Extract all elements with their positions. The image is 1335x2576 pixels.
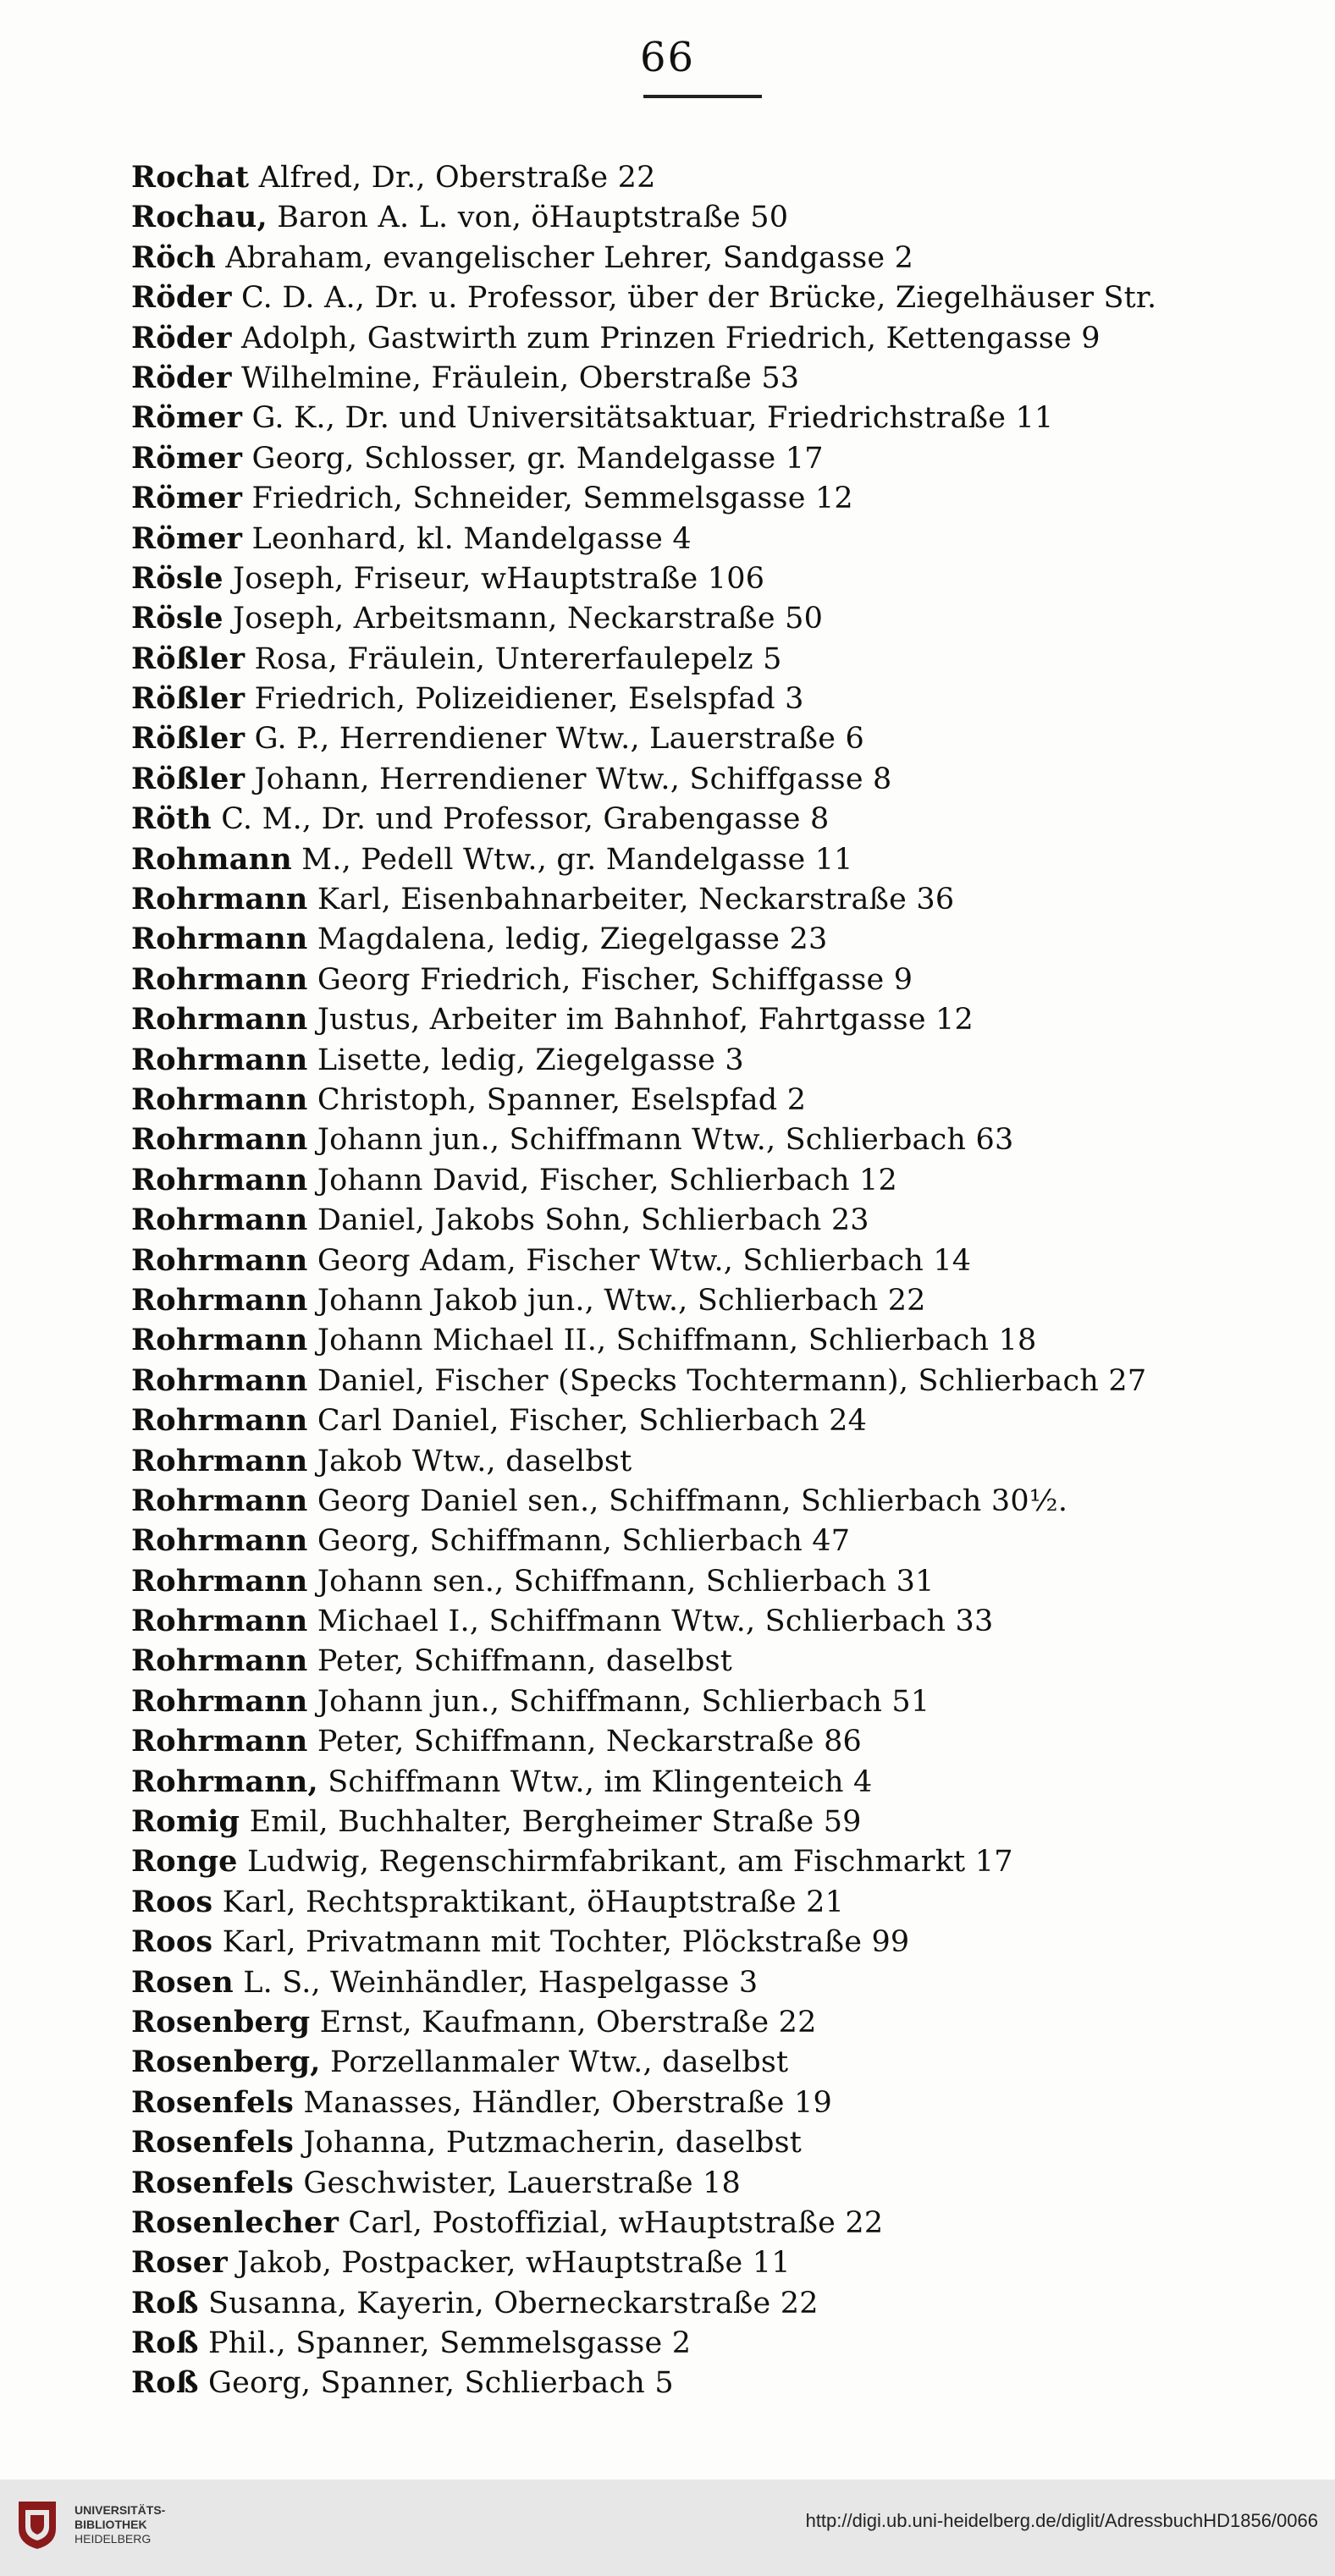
entry-surname: Rosenberg xyxy=(131,2004,311,2039)
directory-entry xyxy=(131,1641,1316,1681)
directory-entry xyxy=(131,2243,1316,2282)
entry-details: Johann jun., Schiffmann, Schlierbach 51 xyxy=(317,1684,930,1719)
entry-details: C. M., Dr. und Professor, Grabengasse 8 xyxy=(221,802,830,837)
directory-entry xyxy=(131,1841,1316,1881)
entry-surname: Rosenfels xyxy=(131,2125,294,2160)
entry-details: Peter, Schiffmann, daselbst xyxy=(317,1644,733,1679)
entry-surname: Rohrmann xyxy=(131,1242,308,1278)
directory-entry xyxy=(131,1080,1316,1120)
directory-entry xyxy=(131,1682,1316,1721)
directory-entry xyxy=(131,1200,1316,1240)
directory-entry xyxy=(131,598,1316,638)
library-line: HEIDELBERG xyxy=(74,2532,152,2546)
library-name xyxy=(74,2503,165,2546)
entry-details: Karl, Eisenbahnarbeiter, Neckarstraße 36 xyxy=(317,883,955,917)
entry-details: Daniel, Fischer (Specks Tochtermann), Schlierbach 27 xyxy=(317,1363,1147,1398)
entry-details: Karl, Privatmann mit Tochter, Plöckstraße 99 xyxy=(222,1925,910,1960)
entry-surname: Röder xyxy=(131,320,232,355)
entry-surname: Rösle xyxy=(131,560,223,596)
directory-entry xyxy=(131,1762,1316,1802)
directory-entry xyxy=(131,639,1316,679)
directory-entry xyxy=(131,879,1316,919)
entry-surname: Rohrmann xyxy=(131,1724,308,1759)
entry-details: M., Pedell Wtw., gr. Mandelgasse 11 xyxy=(301,842,853,877)
entry-surname: Römer xyxy=(131,481,243,516)
entry-details: Carl, Postoffizial, wHauptstraße 22 xyxy=(348,2205,884,2240)
entry-details: Peter, Schiffmann, Neckarstraße 86 xyxy=(317,1725,862,1759)
entry-surname: Rosenlecher xyxy=(131,2204,339,2240)
directory-entry xyxy=(131,839,1316,879)
directory-entry xyxy=(131,438,1316,478)
entry-details: Karl, Rechtspraktikant, öHauptstraße 21 xyxy=(222,1885,845,1919)
directory-entry xyxy=(131,1561,1316,1601)
directory-entry xyxy=(131,358,1316,398)
library-line: BIBLIOTHEK xyxy=(74,2518,147,2531)
entry-surname: Rösle xyxy=(131,601,223,636)
entry-details: Joseph, Arbeitsmann, Neckarstraße 50 xyxy=(233,602,824,636)
entry-surname: Roß xyxy=(131,2326,199,2361)
directory-entry xyxy=(131,278,1316,317)
entry-details: Manasses, Händler, Oberstraße 19 xyxy=(303,2085,832,2120)
directory-entry xyxy=(131,2283,1316,2323)
entry-surname: Röch xyxy=(131,239,216,275)
entry-details: Jakob, Postpacker, wHauptstraße 11 xyxy=(237,2246,791,2281)
entry-surname: Rohrmann xyxy=(131,1443,308,1478)
directory-entry xyxy=(131,1280,1316,1320)
entry-details: Joseph, Friseur, wHauptstraße 106 xyxy=(233,561,765,596)
entry-details: Georg Friedrich, Fischer, Schiffgasse 9 xyxy=(317,962,913,997)
entry-details: G. K., Dr. und Universitätsaktuar, Friedrichstraße 11 xyxy=(251,401,1054,436)
entry-surname: Rohrmann xyxy=(131,1523,308,1559)
entry-surname: Römer xyxy=(131,520,243,556)
entry-surname: Röth xyxy=(131,801,212,837)
entry-details: Justus, Arbeiter im Bahnhof, Fahrtgasse 12 xyxy=(317,1003,974,1038)
entry-details: Schiffmann Wtw., im Klingenteich 4 xyxy=(328,1764,873,1799)
entry-details: Christoph, Spanner, Eselspfad 2 xyxy=(317,1082,807,1117)
entry-surname: Rosenfels xyxy=(131,2084,294,2120)
entry-surname: Römer xyxy=(131,440,243,476)
entry-details: Abraham, evangelischer Lehrer, Sandgasse 2 xyxy=(225,240,914,275)
directory-entry xyxy=(131,1601,1316,1641)
directory-entry xyxy=(131,1441,1316,1481)
entry-surname: Rohrmann xyxy=(131,1323,308,1358)
entry-surname: Rößler xyxy=(131,721,245,757)
directory-entry xyxy=(131,2203,1316,2243)
entry-details: Georg, Schlosser, gr. Mandelgasse 17 xyxy=(251,441,824,476)
entry-details: Magdalena, ledig, Ziegelgasse 23 xyxy=(317,922,828,957)
directory-entry xyxy=(131,999,1316,1039)
entry-details: Susanna, Kayerin, Oberneckarstraße 22 xyxy=(207,2286,819,2320)
directory-entry xyxy=(131,559,1316,598)
entry-surname: Rohrmann xyxy=(131,1122,308,1158)
directory-entry xyxy=(131,1401,1316,1440)
entry-surname: Rößler xyxy=(131,681,245,717)
entry-details: C. D. A., Dr. u. Professor, über der Brücke, Ziegelhäuser Str. xyxy=(240,281,1157,316)
entry-details: Johann, Herrendiener Wtw., Schiffgasse 8 xyxy=(254,762,892,796)
entry-details: L. S., Weinhändler, Haspelgasse 3 xyxy=(243,1965,759,2000)
source-url-link[interactable]: http://digi.ub.uni-heidelberg.de/diglit/AdressbuchHD1856/0066 xyxy=(805,2510,1318,2531)
directory-entry xyxy=(131,1721,1316,1761)
entry-details: Baron A. L. von, öHauptstraße 50 xyxy=(277,201,789,235)
entry-details: Phil., Spanner, Semmelsgasse 2 xyxy=(207,2326,692,2361)
entry-details: Ludwig, Regenschirmfabrikant, am Fischmarkt 17 xyxy=(246,1845,1013,1880)
entry-surname: Römer xyxy=(131,400,243,436)
entry-surname: Roß xyxy=(131,2285,199,2320)
directory-entry xyxy=(131,318,1316,358)
directory-entry xyxy=(131,1040,1316,1080)
entry-details: Lisette, ledig, Ziegelgasse 3 xyxy=(317,1043,744,1077)
directory-entry xyxy=(131,519,1316,559)
entry-surname: Röder xyxy=(131,360,232,395)
directory-entry xyxy=(131,197,1316,237)
entry-details: Daniel, Jakobs Sohn, Schlierbach 23 xyxy=(317,1203,869,1238)
entry-details: Johann Michael II., Schiffmann, Schlierbach 18 xyxy=(317,1324,1037,1358)
directory-entry xyxy=(131,718,1316,758)
directory-entry xyxy=(131,960,1316,999)
directory-entry xyxy=(131,2323,1316,2363)
directory-entry xyxy=(131,919,1316,959)
entry-details: Johann jun., Schiffmann Wtw., Schlierbach 63 xyxy=(317,1123,1014,1158)
entry-surname: Rohrmann xyxy=(131,961,308,997)
entry-details: Michael I., Schiffmann Wtw., Schlierbach 33 xyxy=(317,1604,994,1639)
entry-details: Carl Daniel, Fischer, Schlierbach 24 xyxy=(317,1404,868,1439)
entry-details: Wilhelmine, Fräulein, Oberstraße 53 xyxy=(240,361,800,395)
directory-entry xyxy=(131,759,1316,799)
footer-bar xyxy=(0,2480,1335,2576)
entry-surname: Rohrmann xyxy=(131,1563,308,1599)
entry-surname: Ronge xyxy=(131,1844,238,1880)
directory-entry xyxy=(131,238,1316,278)
entry-details: Friedrich, Schneider, Semmelsgasse 12 xyxy=(251,482,853,516)
entry-surname: Rohrmann xyxy=(131,1683,308,1719)
entry-details: Georg, Schiffmann, Schlierbach 47 xyxy=(317,1524,851,1559)
entry-surname: Roos xyxy=(131,1884,213,1919)
entry-surname: Rochau, xyxy=(131,200,268,235)
entry-details: Jakob Wtw., daselbst xyxy=(317,1444,632,1478)
entry-surname: Rohrmann xyxy=(131,1002,308,1038)
directory-entry xyxy=(131,2122,1316,2162)
entry-surname: Rohrmann, xyxy=(131,1764,318,1799)
entry-surname: Rohrmann xyxy=(131,882,308,917)
page-number: 66 xyxy=(639,34,696,81)
directory-entry xyxy=(131,1320,1316,1360)
entry-surname: Rohrmann xyxy=(131,1403,308,1439)
entry-details: Rosa, Fräulein, Untererfaulepelz 5 xyxy=(254,641,782,676)
directory-entry xyxy=(131,1882,1316,1922)
entry-details: Georg Daniel sen., Schiffmann, Schlierbach 30½. xyxy=(317,1483,1068,1518)
entry-details: Emil, Buchhalter, Bergheimer Straße 59 xyxy=(249,1805,862,1840)
entry-surname: Roos xyxy=(131,1924,213,1960)
directory-entry xyxy=(131,2363,1316,2403)
entry-details: Georg, Spanner, Schlierbach 5 xyxy=(207,2366,674,2401)
directory-entry xyxy=(131,2163,1316,2203)
entry-surname: Rohrmann xyxy=(131,1643,308,1679)
directory-entry xyxy=(131,1160,1316,1200)
entry-details: Leonhard, kl. Mandelgasse 4 xyxy=(251,521,692,556)
entry-details: Alfred, Dr., Oberstraße 22 xyxy=(258,161,656,195)
directory-entry xyxy=(131,1120,1316,1159)
directory-entry xyxy=(131,2083,1316,2122)
entry-surname: Rohrmann xyxy=(131,1362,308,1398)
directory-entry xyxy=(131,679,1316,718)
entry-details: Johann sen., Schiffmann, Schlierbach 31 xyxy=(317,1564,935,1599)
directory-entry xyxy=(131,1241,1316,1280)
directory-entry xyxy=(131,1802,1316,1841)
entry-surname: Rohrmann xyxy=(131,1282,308,1318)
entry-details: Porzellanmaler Wtw., daselbst xyxy=(330,2045,789,2080)
directory-entry xyxy=(131,1962,1316,2002)
entry-surname: Roser xyxy=(131,2245,228,2281)
entry-surname: Rosenfels xyxy=(131,2165,294,2200)
entry-surname: Rosen xyxy=(131,1964,234,2000)
entry-surname: Röder xyxy=(131,280,232,316)
entry-surname: Rößler xyxy=(131,761,245,796)
directory-entries xyxy=(131,157,1316,2403)
header-rule xyxy=(643,95,762,98)
directory-entry xyxy=(131,1481,1316,1521)
directory-entry xyxy=(131,1521,1316,1560)
entry-details: Ernst, Kaufmann, Oberstraße 22 xyxy=(319,2005,817,2039)
directory-entry xyxy=(131,799,1316,839)
directory-entry xyxy=(131,478,1316,518)
entry-surname: Rochat xyxy=(131,160,250,195)
directory-entry xyxy=(131,1922,1316,1962)
entry-surname: Rohmann xyxy=(131,841,292,877)
entry-details: Friedrich, Polizeidiener, Eselspfad 3 xyxy=(254,682,804,717)
entry-surname: Rosenberg, xyxy=(131,2045,321,2080)
entry-surname: Rohrmann xyxy=(131,922,308,957)
entry-surname: Rohrmann xyxy=(131,1082,308,1117)
entry-details: G. P., Herrendiener Wtw., Lauerstraße 6 xyxy=(254,722,864,757)
entry-surname: Romig xyxy=(131,1804,240,1840)
directory-entry xyxy=(131,2042,1316,2082)
directory-entry xyxy=(131,398,1316,438)
entry-surname: Rohrmann xyxy=(131,1042,308,1077)
directory-entry xyxy=(131,2002,1316,2042)
university-seal-icon xyxy=(15,2498,59,2551)
entry-surname: Rohrmann xyxy=(131,1203,308,1238)
entry-surname: Rohrmann xyxy=(131,1483,308,1518)
library-line: UNIVERSITÄTS- xyxy=(74,2503,166,2517)
entry-details: Geschwister, Lauerstraße 18 xyxy=(303,2166,741,2200)
entry-details: Adolph, Gastwirth zum Prinzen Friedrich, Kettengasse 9 xyxy=(240,321,1101,355)
entry-details: Johanna, Putzmacherin, daselbst xyxy=(303,2126,803,2160)
directory-entry xyxy=(131,1361,1316,1401)
entry-details: Johann Jakob jun., Wtw., Schlierbach 22 xyxy=(317,1283,926,1318)
entry-surname: Roß xyxy=(131,2365,199,2401)
entry-details: Johann David, Fischer, Schlierbach 12 xyxy=(317,1163,897,1197)
entry-surname: Rohrmann xyxy=(131,1162,308,1197)
entry-surname: Rößler xyxy=(131,641,245,676)
entry-details: Georg Adam, Fischer Wtw., Schlierbach 14 xyxy=(317,1243,972,1278)
directory-entry xyxy=(131,157,1316,197)
entry-surname: Rohrmann xyxy=(131,1604,308,1639)
